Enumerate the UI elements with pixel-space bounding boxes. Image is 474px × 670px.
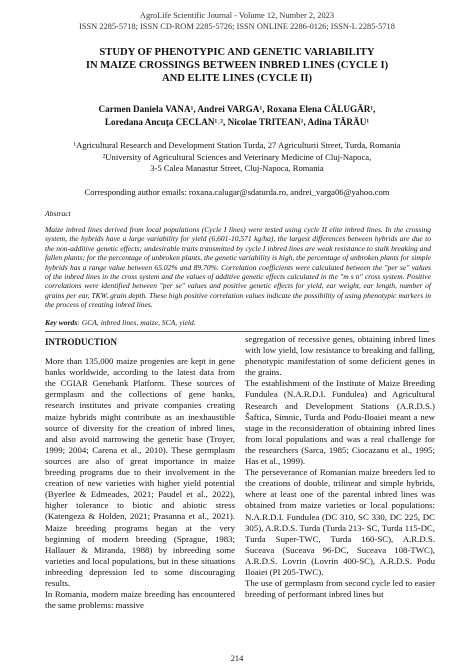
keywords [45,318,431,327]
journal-header-volume: AgroLife Scientific Journal - Volume 12, Number 2, 2023 [139,11,335,20]
section-divider [45,331,429,332]
left-column [45,334,235,611]
intro-paragraph-1: More than 135,000 maize progenies are kept in gene banks worldwide, according to the latest data from the CGIAR Genebank Platform. These sources of germplasm and the collections of gene banks, research institutes and private companies creating maize hybrids might contribute as an inexhaustible source of diversity for the creation of inbred lines, and also avoid narrowing the genetic base (Troyer, 1999; 2004; Carena et al., 2010). These germplasm sources are also of great importance in maize breeding programs due to their involvement in the creation of new varieties with higher yield potential (Byerlee & Edmeades, 2021; Paudel et al., 2022), higher tolerance to biotic and abiotic stress (Katengeza & Holden, 2021; Prasanna et al., 2021). Maize breeding programs began at the very beginning of modern breeding (Sprague, 1983; Hallauer & Miranda, 1988) by inbreeding some varieties and local populations, but in these situations inbreeding depression led to some discouraging results. [45,356,235,588]
affiliation-2: ²University of Agricultural Sciences and Veterinary Medicine of Cluj-Napoca, [102,151,372,162]
paper-title-line-3: AND ELITE LINES (CYCLE II) [161,73,313,84]
intro-paragraph-2: In Romania, modern maize breeding has encountered the same problems: massive [45,589,235,611]
keywords-label: Key words [45,318,78,327]
journal-header [0,10,474,32]
paper-title-line-1: STUDY OF PHENOTYPIC AND GENETIC VARIABILITY [99,47,375,58]
author-line-2: Loredana Ancuţa CECLAN¹˒², Nicolae TRITEAN¹, Adina TĂRĂU¹ [104,117,370,127]
affiliations [30,140,444,175]
keywords-text: : GCA, inbred lines, maize, SCA, yield. [77,318,196,327]
paper-title-line-2: IN MAIZE CROSSINGS BETWEEN INBRED LINES (CYCLE I) [85,60,389,71]
corresponding-author-emails: Corresponding author emails: roxana.calugar@sdaturda.ro, andrei_varga06@yahoo.com [84,187,390,197]
paper-title [20,46,454,85]
right-column [245,334,435,600]
abstract-heading: Abstract [45,209,71,218]
abstract-text: Maize inbred lines derived from local populations (Cycle I lines) were tested using cycle II elite inbred lines. In the crossing system, the hybrids have a large variability for yield (6,601-10,571 kg/ha), the largest differences between hybrids are due to the non-additive genetic effects; undesirable traits transmitted by cycle I inbred lines are weak resistance to stalk breaking and fallen plants; for the percentage of unbroken plants, the genetic variability is high, the percentage of unbroken plants for simple hybrids has a range value between 65.02% and 89.70%. Correlation coefficients were calculated between the "per se" values of the inbred lines in the cross system and the values of additive genetic effects calculated in the "m s n" cross system. Positive correlations were identified between "per se" values and positive genetic effects for yield, ear weight, ear length, number of grains per ear, TKW, grain depth. These high positive correlation values indicate the possibility of using phenotypic markers in the process of creating inbred lines. [45,225,432,310]
author-line-1: Carmen Daniela VANA¹, Andrei VARGA¹, Roxana Elena CĂLUGĂR¹, [98,104,376,114]
journal-header-issn: ISSN 2285-5718; ISSN CD-ROM 2285-5726; ISSN ONLINE 2286-0126; ISSN-L 2285-5718 [79,22,395,31]
page-number: 214 [230,654,244,663]
intro-paragraph-2-continued: segregation of recessive genes, obtaining inbred lines with low yield, low resistance to breaking and falling, phenotypic manifestation of some deficient genes in the grains. [245,334,435,378]
intro-paragraph-5: The use of germplasm from second cycle led to easier breeding of performant inbred lines but [245,578,435,600]
affiliation-1: ¹Agricultural Research and Development Station Turda, 27 Agriculturii Street, Turda, Romania [73,140,401,150]
intro-paragraph-3: The establishment of the Institute of Maize Breeding Fundulea (N.A.R.D.I. Fundulea) and Agricultural Research and Development Stations (A.R.D.S.) Šaftica, Simnic, Turda and Podu-Iloaiei meant a new stage in the reconsideration of obtaining inbred lines from local populations and was a real challenge for the researchers (Sarca, 1985; Ciocazanu et al., 1995; Has et al., 1999). [245,378,435,467]
author-list [20,103,454,129]
intro-paragraph-4: The perseverance of Romanian maize breeders led to the creations of double, trilinear and simple hybrids, where at least one of the parental inbred lines was obtained from maize varieties or local populations: N.A.R.D.I. Fundulea (DC 310, SC 330, DC 225, DC 305), A.R.D.S. Turda (Turda 213- SC, Turda 115-DC, Turda Super-TWC, Turda 160-SC), A.R.D.S. Suceava (Suceava 96-DC, Suceava 108-TWC), A.R.D.S. Lovrin (Lovrin 400-SC), A.R.D.S. Podu Iloaiei (PI 205-TWC). [245,467,435,577]
introduction-heading: INTRODUCTION [45,337,118,347]
affiliation-2-address: 3-5 Calea Manastur Street, Cluj-Napoca, Romania [150,163,324,173]
